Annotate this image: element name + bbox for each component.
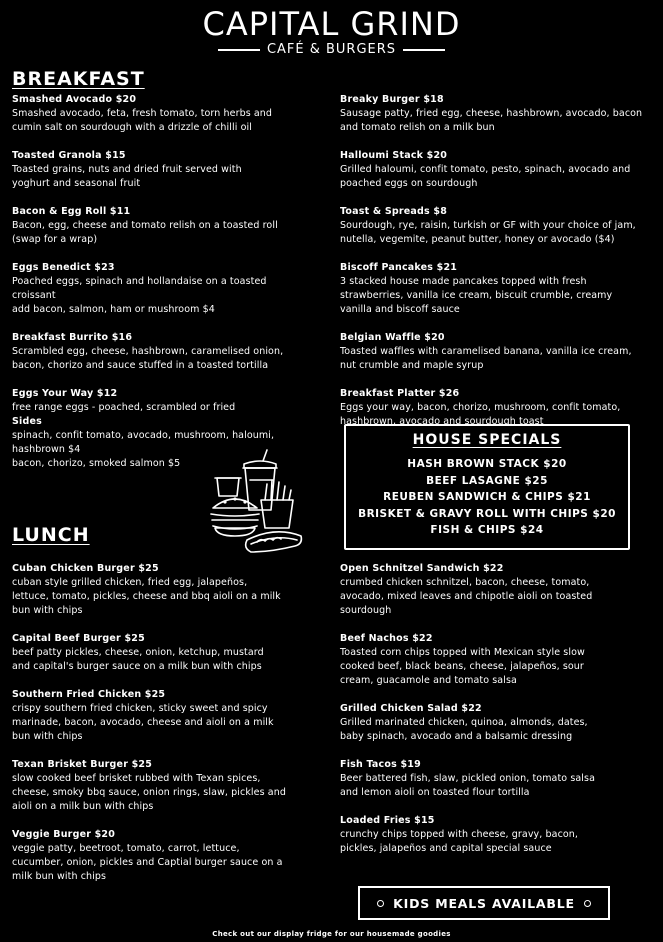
breakfast-right-column: [340, 93, 652, 443]
description-line: poached eggs on sourdough: [340, 178, 478, 189]
description-line: yoghurt and seasonal fruit: [12, 178, 141, 189]
brand-subtitle: CAFÉ & BURGERS: [266, 42, 397, 57]
special-item: REUBEN SANDWICH & CHIPS $21: [383, 491, 591, 503]
item-description: [340, 107, 652, 135]
description-line: free range eggs - poached, scrambled or fried: [12, 402, 236, 413]
description-line: pickles, jalapeños and capital special sauce: [340, 843, 552, 854]
description-line: marinade, bacon, avocado, cheese and aioli on a milk: [12, 717, 274, 728]
item-description: [12, 772, 308, 814]
description-line: and tomato relish on a milk bun: [340, 122, 495, 133]
description-line: nut crumble and maple syrup: [340, 360, 484, 371]
description-line: Grilled marinated chicken, quinoa, almonds, dates,: [340, 717, 588, 728]
description-line: vanilla and biscoff sauce: [340, 304, 460, 315]
description-line: Toasted corn chips topped with Mexican style slow: [340, 647, 585, 658]
breakfast-heading: BREAKFAST: [12, 68, 145, 90]
item-description: [12, 219, 308, 247]
menu-item: [12, 93, 308, 135]
kids-meals-label: KIDS MEALS AVAILABLE: [393, 895, 575, 911]
description-line: cheese, smoky bbq sauce, onion rings, slaw, pickles and: [12, 787, 286, 798]
menu-item: [340, 814, 652, 856]
item-title: Breakfast Burrito $16: [12, 332, 133, 343]
menu-item: [12, 331, 308, 373]
menu-item: [340, 261, 652, 317]
menu-item: [12, 758, 308, 814]
item-description: [12, 275, 308, 317]
description-line: Sourdough, rye, raisin, turkish or GF with your choice of jam,: [340, 220, 636, 231]
menu-item: [340, 562, 652, 618]
item-title: Breaky Burger $18: [340, 94, 444, 105]
description-line: Toasted grains, nuts and dried fruit served with: [12, 164, 242, 175]
item-title: Loaded Fries $15: [340, 815, 435, 826]
description-line: avocado, mixed leaves and chipotle aioli on toasted: [340, 591, 593, 602]
menu-item: [12, 688, 308, 744]
item-description: [12, 345, 308, 373]
item-description: [12, 646, 308, 674]
description-line: (swap for a wrap): [12, 234, 98, 245]
brand-title: CAPITAL GRIND: [202, 5, 461, 43]
menu-item: [12, 205, 308, 247]
menu-item: [340, 702, 652, 744]
description-line: hashbrown $4: [12, 444, 81, 455]
footer-note: Check out our display fridge for our housemade goodies: [212, 930, 451, 938]
menu-item: [12, 632, 308, 674]
description-line: and capital's burger sauce on a milk bun with chips: [12, 661, 262, 672]
description-line: Sausage patty, fried egg, cheese, hashbrown, avocado, bacon: [340, 108, 643, 119]
lunch-right-column: [340, 562, 652, 870]
house-specials-list: [346, 456, 628, 539]
special-item: HASH BROWN STACK $20: [407, 458, 567, 470]
description-line: lettuce, tomato, pickles, cheese and bbq aioli on a milk: [12, 591, 281, 602]
description-line: aioli on a milk bun with chips: [12, 801, 154, 812]
description-line: Toasted waffles with caramelised banana, vanilla ice cream,: [340, 346, 632, 357]
item-title: Eggs Benedict $23: [12, 262, 115, 273]
description-line: Bacon, egg, cheese and tomato relish on a toasted roll: [12, 220, 278, 231]
description-line: and lemon aioli on toasted flour tortilla: [340, 787, 530, 798]
item-description: [340, 576, 652, 618]
item-title: Capital Beef Burger $25: [12, 633, 145, 644]
item-title: Toasted Granola $15: [12, 150, 126, 161]
description-line: sourdough: [340, 605, 392, 616]
description-line: Scrambled egg, cheese, hashbrown, caramelised onion,: [12, 346, 284, 357]
item-title: Smashed Avocado $20: [12, 94, 137, 105]
description-line: Poached eggs, spinach and hollandaise on a toasted: [12, 276, 267, 287]
item-title: Open Schnitzel Sandwich $22: [340, 563, 504, 574]
item-description: [340, 345, 652, 373]
special-item: BRISKET & GRAVY ROLL WITH CHIPS $20: [358, 507, 616, 520]
description-line: beef patty pickles, cheese, onion, ketchup, mustard: [12, 647, 264, 658]
description-line: crumbed chicken schnitzel, bacon, cheese, tomato,: [340, 577, 590, 588]
description-line: milk bun with chips: [12, 871, 107, 882]
description-line: crunchy chips topped with cheese, gravy, bacon,: [340, 829, 579, 840]
description-line: cooked beef, black beans, cheese, jalapeños, sour: [340, 661, 584, 672]
item-description: [12, 702, 308, 744]
description-line: 3 stacked house made pancakes topped with fresh: [340, 276, 587, 287]
divider-line: [218, 49, 260, 51]
item-title: Fish Tacos $19: [340, 759, 421, 770]
menu-item: [340, 758, 652, 800]
description-line: strawberries, vanilla ice cream, biscuit crumble, creamy: [340, 290, 613, 301]
item-title: Veggie Burger $20: [12, 829, 116, 840]
description-line: spinach, confit tomato, avocado, mushroom, haloumi,: [12, 430, 275, 441]
item-description: [12, 842, 308, 884]
house-specials-box: [344, 424, 630, 550]
description-line: slow cooked beef brisket rubbed with Texan spices,: [12, 773, 261, 784]
description-line: bacon, chorizo, smoked salmon $5: [12, 458, 181, 469]
item-description: [340, 716, 652, 744]
menu-item: [340, 93, 652, 135]
item-title: Toast & Spreads $8: [340, 206, 448, 217]
lunch-heading: LUNCH: [12, 524, 90, 546]
item-description: [12, 401, 308, 415]
special-item: BEEF LASAGNE $25: [426, 474, 548, 487]
item-title: Halloumi Stack $20: [340, 150, 448, 161]
sides-title: Sides: [12, 416, 42, 427]
menu-item: [12, 261, 308, 317]
menu-item: [340, 387, 652, 429]
divider-line: [403, 49, 445, 51]
special-item: FISH & CHIPS $24: [430, 524, 544, 536]
description-line: crispy southern fried chicken, sticky sweet and spicy: [12, 703, 268, 714]
description-line: add bacon, salmon, ham or mushroom $4: [12, 304, 215, 315]
item-description: [340, 163, 652, 191]
lunch-left-column: [12, 562, 308, 898]
item-description: [340, 772, 652, 800]
menu-item: [340, 205, 652, 247]
menu-item: [12, 828, 308, 884]
item-description: [340, 828, 652, 856]
description-line: cuban style grilled chicken, fried egg, jalapeños,: [12, 577, 248, 588]
circle-bullet-icon: [377, 900, 384, 907]
menu-item: [12, 562, 308, 618]
brand-subtitle-row: [0, 42, 663, 58]
menu-header: [0, 6, 663, 58]
description-line: Smashed avocado, feta, fresh tomato, torn herbs and: [12, 108, 273, 119]
menu-item: [340, 331, 652, 373]
breakfast-left-column: [12, 93, 308, 485]
description-line: croissant: [12, 290, 56, 301]
item-title: Biscoff Pancakes $21: [340, 262, 458, 273]
menu-item: [340, 149, 652, 191]
description-line: bun with chips: [12, 605, 83, 616]
item-title: Bacon & Egg Roll $11: [12, 206, 131, 217]
description-line: bacon, chorizo and sauce stuffed in a toasted tortilla: [12, 360, 269, 371]
item-description: [340, 275, 652, 317]
item-description: [12, 576, 308, 618]
menu-item: [12, 149, 308, 191]
item-title: Breakfast Platter $26: [340, 388, 460, 399]
description-line: cucumber, onion, pickles and Captial burger sauce on a: [12, 857, 283, 868]
item-description: [340, 219, 652, 247]
item-title: Beef Nachos $22: [340, 633, 433, 644]
description-line: nutella, vegemite, peanut butter, honey or avocado ($4): [340, 234, 615, 245]
item-title: Texan Brisket Burger $25: [12, 759, 153, 770]
description-line: Eggs your way, bacon, chorizo, mushroom, confit tomato,: [340, 402, 621, 413]
item-title: Grilled Chicken Salad $22: [340, 703, 482, 714]
description-line: bun with chips: [12, 731, 83, 742]
house-specials-title: HOUSE SPECIALS: [412, 432, 562, 448]
item-title: Eggs Your Way $12: [12, 388, 118, 399]
description-line: Grilled haloumi, confit tomato, pesto, spinach, avocado and: [340, 164, 631, 175]
kids-meals-banner: [358, 886, 610, 920]
item-description: [12, 107, 308, 135]
item-title: Southern Fried Chicken $25: [12, 689, 166, 700]
circle-bullet-icon: [584, 900, 591, 907]
description-line: cream, guacamole and tomato salsa: [340, 675, 517, 686]
item-description: [340, 646, 652, 688]
item-title: Cuban Chicken Burger $25: [12, 563, 159, 574]
burger-fries-drink-illustration: [205, 448, 305, 558]
description-line: baby spinach, avocado and a balsamic dressing: [340, 731, 573, 742]
description-line: hashbrown, avocado and sourdough toast: [340, 416, 544, 427]
description-line: Beer battered fish, slaw, pickled onion, tomato salsa: [340, 773, 596, 784]
item-description: [12, 163, 308, 191]
menu-item: [340, 632, 652, 688]
description-line: veggie patty, beetroot, tomato, carrot, lettuce,: [12, 843, 240, 854]
description-line: cumin salt on sourdough with a drizzle of chilli oil: [12, 122, 252, 133]
item-title: Belgian Waffle $20: [340, 332, 445, 343]
